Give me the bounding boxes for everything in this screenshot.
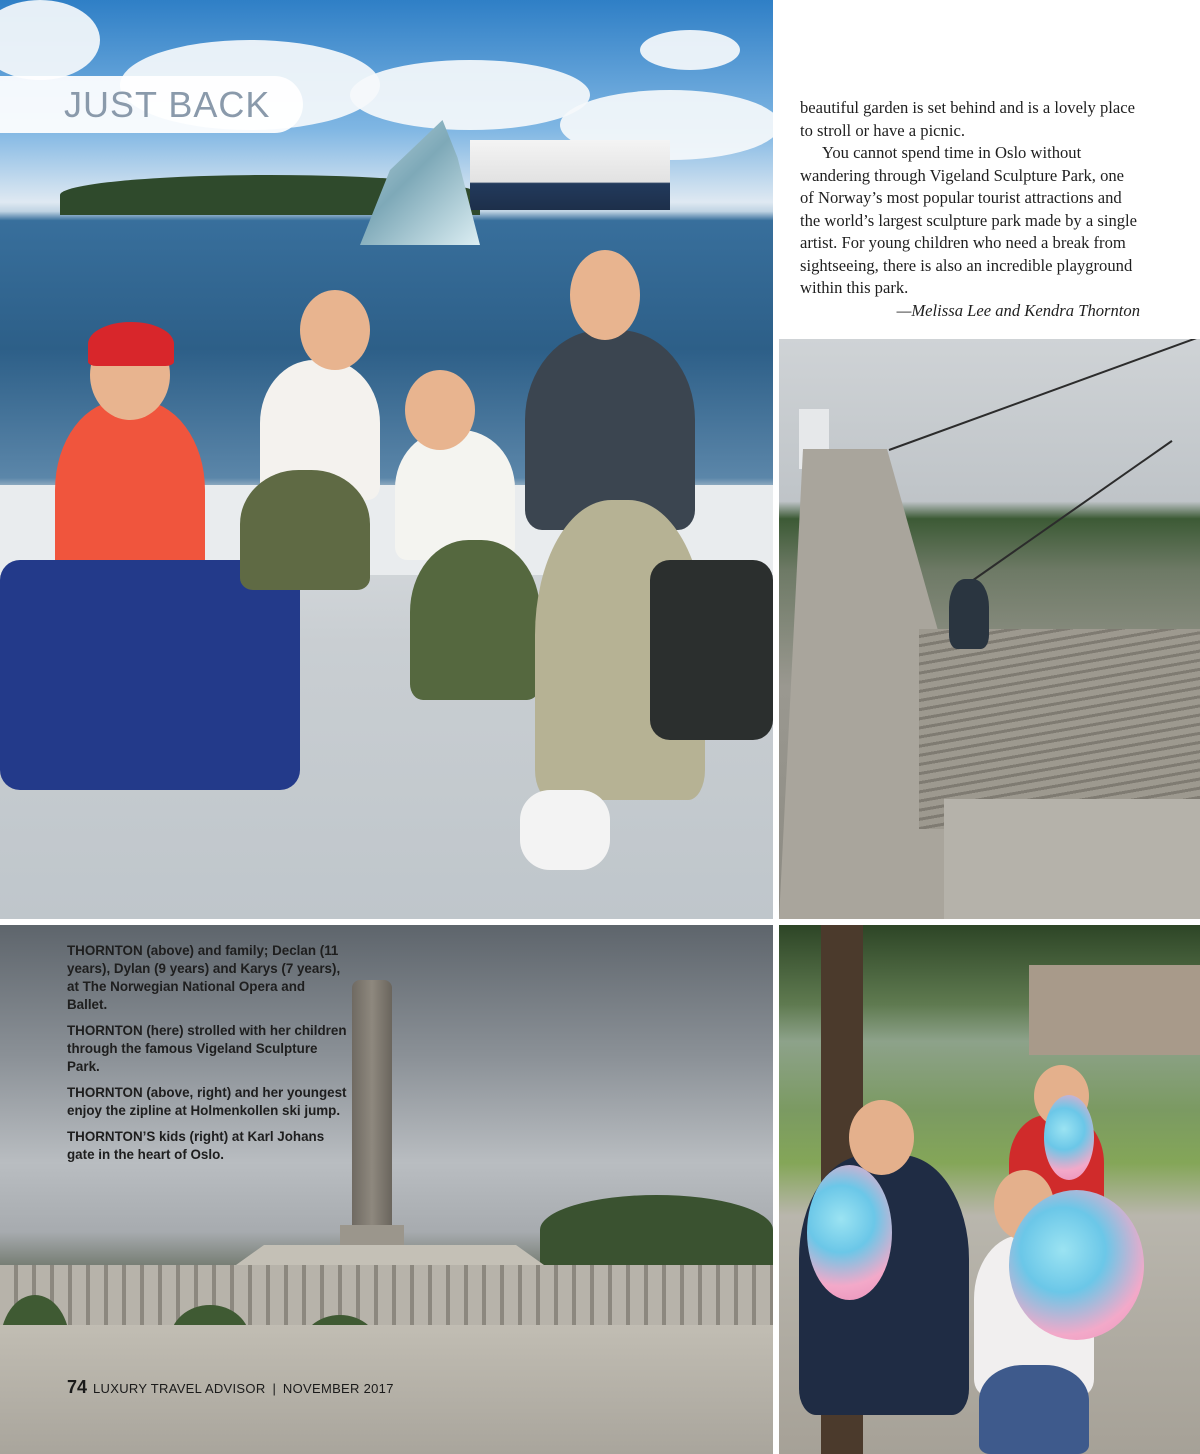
girl-head	[300, 290, 370, 370]
zipline-cable	[958, 440, 1172, 591]
kids-cotton-candy-photo	[779, 925, 1200, 1454]
caption-kids: THORNTON’S kids (right) at Karl Johans gate in the heart of Oslo.	[67, 1129, 325, 1162]
tree-line	[540, 1195, 773, 1265]
zipline-photo-holmenkollen	[779, 339, 1200, 919]
mother-head	[570, 250, 640, 340]
section-badge-label: JUST BACK	[64, 83, 271, 125]
section-badge	[0, 76, 303, 133]
cloud-shape	[640, 30, 740, 70]
red-cap	[88, 322, 174, 366]
zipline-cable	[889, 339, 1200, 451]
concrete-wall	[944, 799, 1200, 919]
caption-vigeland: THORNTON (here) strolled with her children through the famous Vigeland Sculpture Park.	[67, 1023, 347, 1074]
small-girl-figure	[395, 430, 515, 560]
folio-separator: |	[272, 1381, 276, 1396]
backpack	[650, 560, 773, 740]
cotton-candy	[1044, 1095, 1094, 1180]
ferry-ship	[470, 140, 670, 210]
cloud-shape	[350, 60, 590, 130]
boy-legs	[0, 560, 300, 790]
page-folio	[67, 1377, 394, 1398]
photo-captions	[67, 942, 347, 1172]
girl-legs	[240, 470, 370, 590]
monolith-sculpture	[352, 980, 392, 1240]
stone-balustrade	[0, 1265, 773, 1325]
zipline-riders	[949, 579, 989, 649]
magazine-name: LUXURY TRAVEL ADVISOR	[93, 1381, 266, 1396]
article-paragraph: You cannot spend time in Oslo without wandering through Vigeland Sculpture Park, one of Norway’s most popular tourist attractions and the world’s largest sculpture park made by a single artist. For young children who need a break from sightseeing, there is also an incredible playground within this park.	[800, 143, 1138, 297]
family-photo-opera	[0, 0, 773, 919]
caption-opera: THORNTON (above) and family; Declan (11 years), Dylan (9 years) and Karys (7 years), at The Norwegian National Opera and Ballet.	[67, 943, 341, 1012]
small-girl-head	[405, 370, 475, 450]
cotton-candy	[1009, 1190, 1144, 1340]
cloud-shape	[0, 0, 100, 80]
background-building	[1029, 965, 1200, 1055]
small-girl-jeans	[979, 1365, 1089, 1454]
caption-zipline: THORNTON (above, right) and her youngest enjoy the zipline at Holmenkollen ski jump.	[67, 1085, 347, 1118]
article-body	[800, 97, 1140, 322]
byline: —Melissa Lee and Kendra Thornton	[896, 300, 1140, 320]
article-paragraph: beautiful garden is set behind and is a lovely place to stroll or have a picnic.	[800, 98, 1135, 140]
small-girl-legs	[410, 540, 540, 700]
white-sneakers	[520, 790, 610, 870]
cotton-candy	[807, 1165, 892, 1300]
issue-date: NOVEMBER 2017	[282, 1381, 394, 1396]
page-number: 74	[67, 1377, 88, 1397]
girl-face	[849, 1100, 914, 1175]
